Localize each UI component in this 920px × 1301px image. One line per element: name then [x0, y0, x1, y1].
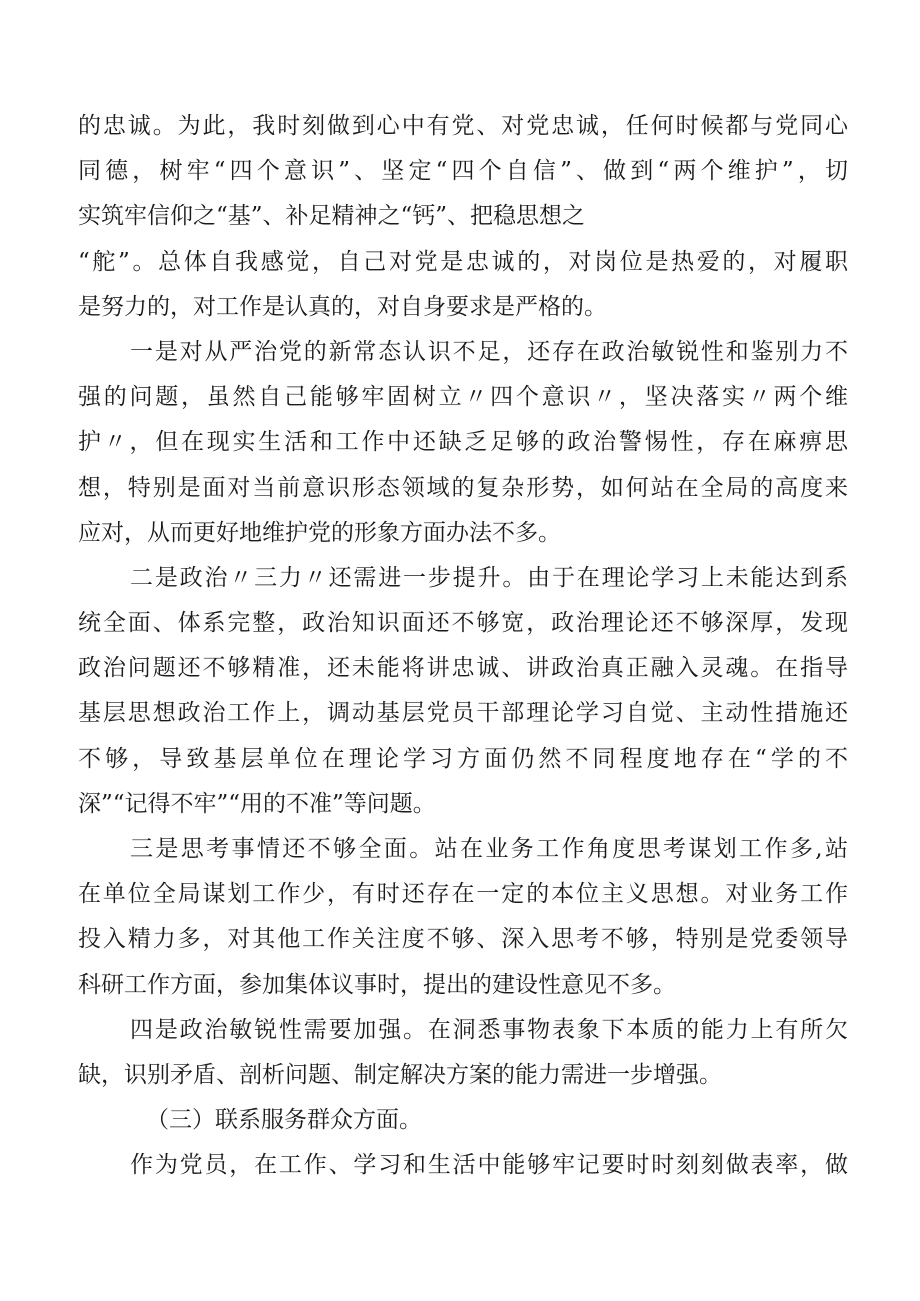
text-line: 同德，树牢“四个意识”、坚定“四个自信”、做到“两个维护”，切 [78, 158, 848, 185]
paragraph-loyalty-summary [78, 104, 848, 330]
section-heading: （三）联系服务群众方面。 [146, 1107, 422, 1134]
paragraph-party-member-example [78, 1143, 848, 1188]
text-line: 一是对从严治党的新常态认识不足，还存在政治敏锐性和鉴别力不 [130, 338, 848, 365]
paragraph-point-four [78, 1008, 848, 1098]
paragraph-point-one [78, 330, 848, 556]
text-line: 政治问题还不够精准，还未能将讲忠诚、讲政治真正融入灵魂。在指导 [78, 655, 848, 682]
text-line: 缺，识别矛盾、剖析问题、制定解决方案的能力需进一步增强。 [78, 1061, 722, 1088]
text-line: 四是政治敏锐性需要加强。在洞悉事物表象下本质的能力上有所欠 [130, 1016, 848, 1043]
text-line: 不够，导致基层单位在理论学习方面仍然不同程度地存在“学的不 [78, 745, 848, 772]
text-line: 作为党员，在工作、学习和生活中能够牢记要时时刻刻做表率，做 [130, 1152, 848, 1179]
text-line: 强的问题，虽然自己能够牢固树立〃四个意识〃，坚决落实〃两个维 [78, 384, 848, 411]
text-line: 深”“记得不牢”“用的不准”等问题。 [78, 790, 436, 817]
text-line: 二是政治〃三力〃还需进一步提升。由于在理论学习上未能达到系 [130, 564, 848, 591]
text-line: 应对，从而更好地维护党的形象方面办法不多。 [78, 519, 561, 546]
text-line: 基层思想政治工作上，调动基层党员干部理论学习自觉、主动性措施还 [78, 700, 848, 727]
text-line: 统全面、体系完整，政治知识面还不够宽，政治理论还不够深厚，发现 [78, 610, 848, 637]
text-line: 的忠诚。为此，我时刻做到心中有党、对党忠诚，任何时候都与党同心 [78, 113, 848, 139]
text-line: 三是思考事情还不够全面。站在业务工作角度思考谋划工作多,站 [130, 836, 848, 862]
document-body [78, 104, 848, 1189]
paragraph-point-three [78, 827, 848, 1008]
text-line: 在单位全局谋划工作少，有时还存在一定的本位主义思想。对业务工作 [78, 881, 848, 908]
text-line: “舵”。总体自我感觉，自己对党是忠诚的，对岗位是热爱的，对履职 [78, 248, 848, 275]
text-line: 投入精力多，对其他工作关注度不够、深入思考不够，特别是党委领导 [78, 926, 848, 953]
text-line: 是努力的，对工作是认真的，对自身要求是严格的。 [78, 293, 607, 320]
text-line: 科研工作方面，参加集体议事时，提出的建设性意见不多。 [78, 971, 676, 998]
text-line: 实筑牢信仰之“基”、补足精神之“钙”、把稳思想之 [78, 203, 586, 230]
text-line: 想，特别是面对当前意识形态领域的复杂形势，如何站在全局的高度来 [78, 474, 848, 501]
section-heading-serving-masses [78, 1098, 848, 1143]
paragraph-point-two [78, 556, 848, 827]
text-line: 护〃，但在现实生活和工作中还缺乏足够的政治警惕性，存在麻痹思 [78, 429, 848, 456]
